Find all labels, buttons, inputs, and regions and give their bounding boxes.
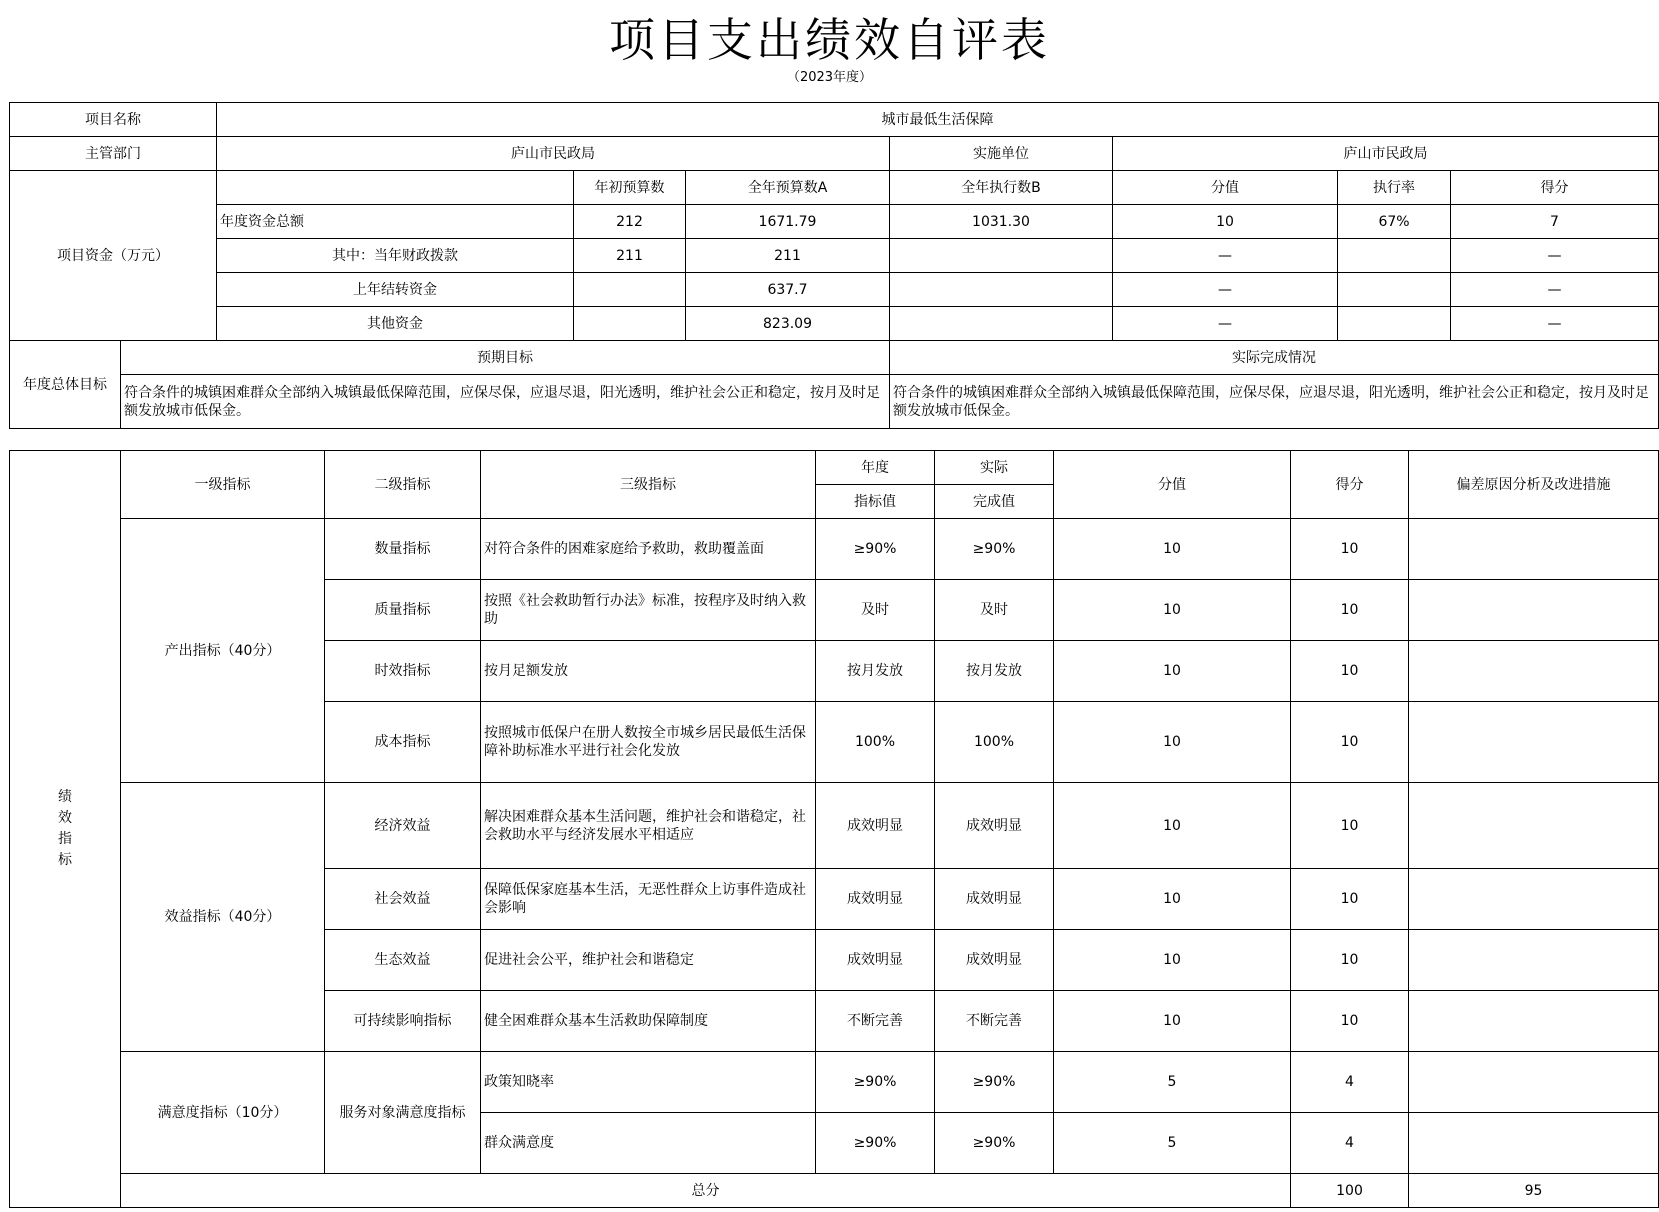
row-score: 4 [1291,1052,1409,1113]
row-actual: 及时 [935,580,1054,641]
row-analysis [1409,641,1659,702]
funds-row-full: 211 [686,239,890,273]
row-target: 100% [816,702,935,783]
row-score-value: 10 [1054,869,1291,930]
row-level3: 按月足额发放 [481,641,816,702]
funds-row-rate [1338,239,1451,273]
funds-row-label: 年度资金总额 [217,205,574,239]
row-actual: ≥90% [935,1052,1054,1113]
row-analysis [1409,702,1659,783]
row-analysis [1409,930,1659,991]
row-score: 10 [1291,869,1409,930]
funds-row-init: 211 [574,239,686,273]
row-level3: 保障低保家庭基本生活，无恶性群众上访事件造成社会影响 [481,869,816,930]
funds-row [10,307,1659,341]
funds-row-init [574,273,686,307]
row-target: 不断完善 [816,991,935,1052]
funds-header-score: 得分 [1451,171,1659,205]
row-target: 成效明显 [816,930,935,991]
funds-row-exec: 1031.30 [890,205,1113,239]
row-actual: 不断完善 [935,991,1054,1052]
funds-row [10,239,1659,273]
funds-row-score-value: — [1113,273,1338,307]
funds-row-rate: 67% [1338,205,1451,239]
perf-header-actual-bottom: 完成值 [935,485,1054,519]
impl-value: 庐山市民政局 [1113,137,1659,171]
performance-table [9,450,1659,1208]
row-actual: ≥90% [935,519,1054,580]
row-analysis [1409,1113,1659,1174]
row-level2: 数量指标 [325,519,481,580]
row-score: 10 [1291,519,1409,580]
row-level3: 解决困难群众基本生活问题，维护社会和谐稳定，社会救助水平与经济发展水平相适应 [481,783,816,869]
row-score-value: 10 [1054,702,1291,783]
total-score: 95 [1409,1174,1659,1208]
funds-row-label: 上年结转资金 [217,273,574,307]
funds-row-score: 7 [1451,205,1659,239]
project-info-table [9,102,1659,429]
row-level3: 群众满意度 [481,1113,816,1174]
funds-row-score-value: — [1113,307,1338,341]
perf-header-year-bottom: 指标值 [816,485,935,519]
project-name-value: 城市最低生活保障 [217,103,1659,137]
table-row [10,1052,1659,1113]
row-level2: 服务对象满意度指标 [325,1052,481,1174]
row-level2: 可持续影响指标 [325,991,481,1052]
funds-row-score-value: 10 [1113,205,1338,239]
row-actual: 成效明显 [935,869,1054,930]
row-score: 10 [1291,783,1409,869]
row-level3: 按照城市低保户在册人数按全市城乡居民最低生活保障补助标准水平进行社会化发放 [481,702,816,783]
funds-row-score: — [1451,307,1659,341]
row-actual: ≥90% [935,1113,1054,1174]
total-row [10,1174,1659,1208]
page-subtitle: （2023年度） [786,70,873,85]
row-actual: 成效明显 [935,783,1054,869]
funds-header-exec: 全年执行数B [890,171,1113,205]
impl-label: 实施单位 [890,137,1113,171]
row-score-value: 10 [1054,991,1291,1052]
row-score: 4 [1291,1113,1409,1174]
perf-header-level2: 二级指标 [325,451,481,519]
row-level3: 促进社会公平，维护社会和谐稳定 [481,930,816,991]
row-level3: 对符合条件的困难家庭给予救助，救助覆盖面 [481,519,816,580]
goals-expected-header: 预期目标 [121,341,890,375]
funds-row-score: — [1451,273,1659,307]
funds-row-score: — [1451,239,1659,273]
row-score-value: 10 [1054,783,1291,869]
perf-header-score: 得分 [1291,451,1409,519]
row-target: 成效明显 [816,783,935,869]
perf-label: 绩效指标 [10,451,121,1208]
funds-header-init: 年初预算数 [574,171,686,205]
row-score-value: 5 [1054,1052,1291,1113]
funds-row-init [574,307,686,341]
funds-label: 项目资金（万元） [10,171,217,341]
perf-header-actual-top: 实际 [935,451,1054,485]
funds-row-full: 823.09 [686,307,890,341]
table-row [10,519,1659,580]
dept-value: 庐山市民政局 [217,137,890,171]
row-analysis [1409,1052,1659,1113]
funds-row [10,205,1659,239]
funds-row-exec [890,307,1113,341]
row-level3: 健全困难群众基本生活救助保障制度 [481,991,816,1052]
row-actual: 成效明显 [935,930,1054,991]
funds-row [10,273,1659,307]
funds-row-full: 1671.79 [686,205,890,239]
row-score: 10 [1291,702,1409,783]
row-target: 成效明显 [816,869,935,930]
row-target: ≥90% [816,1113,935,1174]
row-analysis [1409,519,1659,580]
row-analysis [1409,869,1659,930]
goals-label: 年度总体目标 [10,341,121,429]
goals-expected-text: 符合条件的城镇困难群众全部纳入城镇最低保障范围，应保尽保，应退尽退，阳光透明，维护社会公正和稳定，按月及时足额发放城市低保金。 [121,375,890,429]
goals-actual-header: 实际完成情况 [890,341,1659,375]
funds-row-exec [890,239,1113,273]
row-score: 10 [1291,641,1409,702]
row-analysis [1409,783,1659,869]
perf-header-level1: 一级指标 [121,451,325,519]
row-score-value: 10 [1054,519,1291,580]
row-actual: 100% [935,702,1054,783]
perf-header-year-top: 年度 [816,451,935,485]
row-level2: 质量指标 [325,580,481,641]
row-level2: 社会效益 [325,869,481,930]
funds-header-rate: 执行率 [1338,171,1451,205]
row-score: 10 [1291,991,1409,1052]
perf-header-analysis: 偏差原因分析及改进措施 [1409,451,1659,519]
goals-actual-text: 符合条件的城镇困难群众全部纳入城镇最低保障范围，应保尽保，应退尽退，阳光透明，维护社会公正和稳定，按月及时足额发放城市低保金。 [890,375,1659,429]
row-score-value: 10 [1054,930,1291,991]
row-level2: 成本指标 [325,702,481,783]
project-name-label: 项目名称 [10,103,217,137]
row-score: 10 [1291,930,1409,991]
row-actual: 按月发放 [935,641,1054,702]
row-level3: 政策知晓率 [481,1052,816,1113]
row-level2: 生态效益 [325,930,481,991]
page-title: 项目支出绩效自评表 [609,13,1050,67]
row-target: 按月发放 [816,641,935,702]
dept-label: 主管部门 [10,137,217,171]
row-analysis [1409,991,1659,1052]
perf-header-score-value: 分值 [1054,451,1291,519]
funds-row-label: 其他资金 [217,307,574,341]
row-analysis [1409,580,1659,641]
funds-header-score-value: 分值 [1113,171,1338,205]
perf-header-level3: 三级指标 [481,451,816,519]
funds-row-rate [1338,307,1451,341]
row-target: 及时 [816,580,935,641]
group-benefit-label: 效益指标（40分） [121,783,325,1052]
table-row [10,783,1659,869]
funds-row-init: 212 [574,205,686,239]
row-target: ≥90% [816,519,935,580]
row-score-value: 10 [1054,641,1291,702]
row-score-value: 5 [1054,1113,1291,1174]
row-level2: 时效指标 [325,641,481,702]
row-target: ≥90% [816,1052,935,1113]
funds-row-score-value: — [1113,239,1338,273]
funds-row-label: 其中：当年财政拨款 [217,239,574,273]
row-score-value: 10 [1054,580,1291,641]
funds-row-full: 637.7 [686,273,890,307]
row-level3: 按照《社会救助暂行办法》标准，按程序及时纳入救助 [481,580,816,641]
row-level2: 经济效益 [325,783,481,869]
total-label: 总分 [121,1174,1291,1208]
funds-header-full: 全年预算数A [686,171,890,205]
total-score-value: 100 [1291,1174,1409,1208]
row-score: 10 [1291,580,1409,641]
funds-header-blank [217,171,574,205]
group-satisfaction-label: 满意度指标（10分） [121,1052,325,1174]
funds-row-rate [1338,273,1451,307]
group-output-label: 产出指标（40分） [121,519,325,783]
funds-row-exec [890,273,1113,307]
